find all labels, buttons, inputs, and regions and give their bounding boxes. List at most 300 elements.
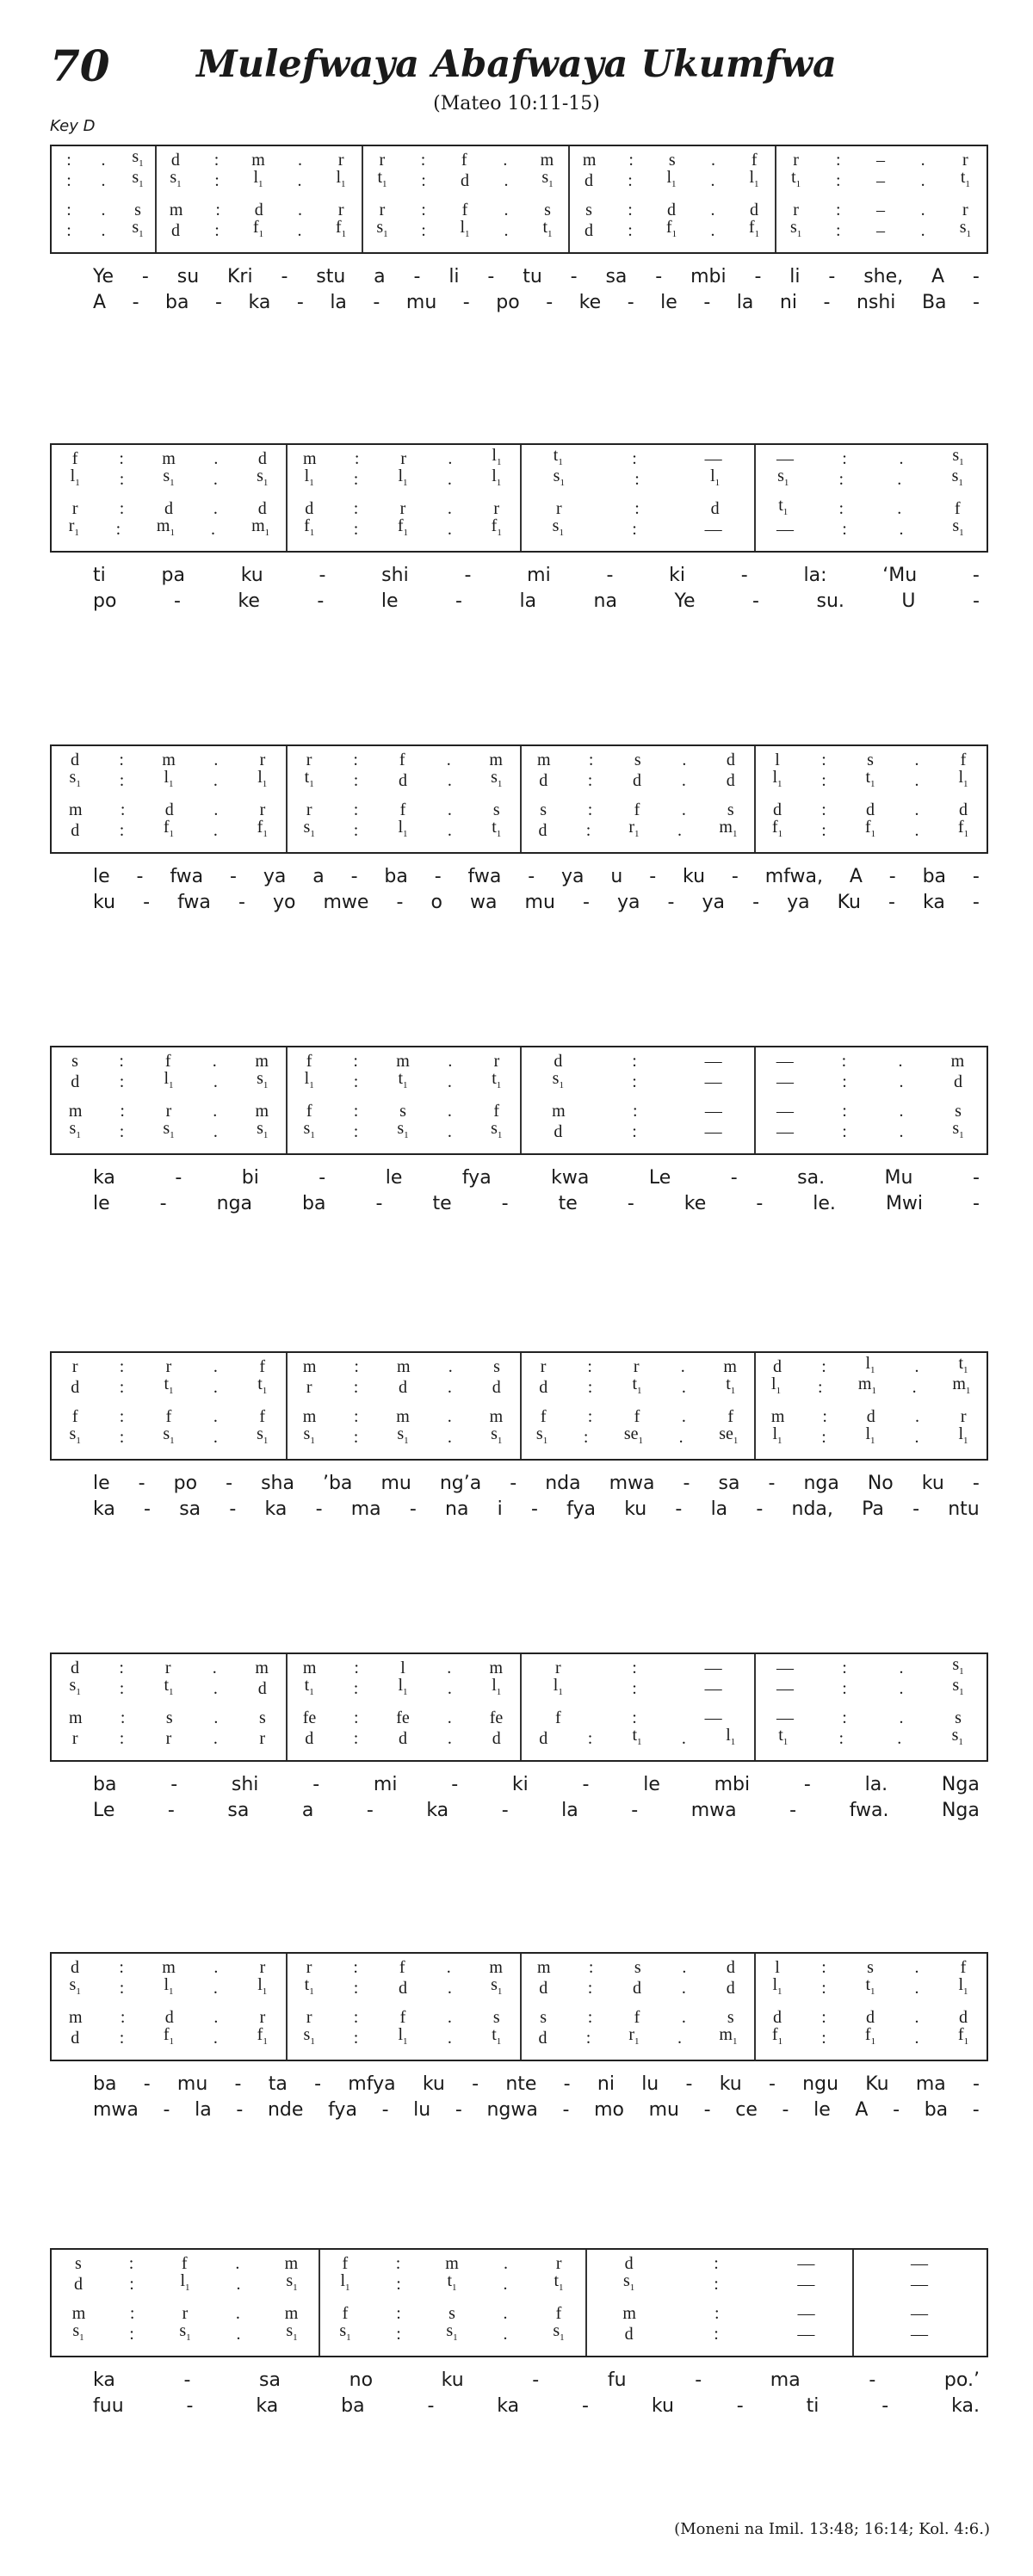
measure-notes: $l_1$ : —: [553, 1676, 722, 1698]
lyric-syllable: mi: [373, 1774, 398, 1795]
lyric-syllable: mi: [527, 565, 551, 586]
lyric-syllable: Le: [648, 1167, 671, 1189]
soprano-line: [52, 1655, 987, 1678]
lyric-syllable: -: [143, 2073, 151, 2095]
lyric-syllable: mu: [176, 2073, 208, 2095]
bass-line: [52, 1121, 987, 1142]
music-system: [50, 744, 988, 854]
lyric-syllable: sa: [179, 1498, 201, 1520]
measure-notes: d : $t_1$ . $l_1$: [539, 1726, 736, 1748]
music-system: [50, 1046, 988, 1155]
measure-notes: $t_1$ : —: [553, 446, 722, 468]
lyric-syllable: mwa: [609, 1473, 655, 1494]
lyric-syllable: la: [195, 2099, 212, 2121]
soprano-line: [52, 750, 987, 770]
lyric-syllable: stu: [316, 266, 346, 287]
lyric-syllable: mwe: [323, 892, 369, 913]
lyrics-verse-2: [50, 291, 988, 315]
measure-notes: — : . s: [776, 1708, 962, 1727]
lyric-syllable: ba: [384, 866, 408, 887]
lyric-syllable: sa: [718, 1473, 740, 1494]
lyric-syllable: -: [238, 892, 245, 913]
alto-line: [52, 770, 987, 791]
lyric-syllable: ya: [702, 892, 726, 913]
lyrics-verse-2: [50, 1799, 988, 1823]
measure-notes: m : d . r: [169, 201, 344, 219]
lyric-syllable: u: [610, 866, 623, 887]
music-system: [50, 1952, 988, 2061]
lyric-syllable: -: [366, 1800, 374, 1821]
lyric-syllable: te: [432, 1193, 452, 1214]
lyric-syllable: -: [472, 2073, 479, 2095]
lyric-syllable: ba: [341, 2395, 365, 2417]
lyric-syllable: -: [562, 2099, 570, 2121]
lyrics-verse-1: [50, 1166, 988, 1190]
measure-notes: m : s . d: [537, 1958, 735, 1977]
lyric-syllable: -: [230, 866, 237, 887]
measure-notes: m : s . d: [537, 751, 735, 769]
lyric-syllable: A: [931, 266, 945, 287]
lyric-syllable: ku: [240, 565, 263, 586]
lyric-syllable: -: [754, 266, 762, 287]
lyric-syllable: yo: [272, 892, 296, 913]
lyric-syllable: ya: [561, 866, 585, 887]
alto-line: [52, 170, 987, 191]
lyrics-verse-2: [50, 2394, 988, 2418]
lyric-syllable: -: [144, 1498, 151, 1520]
measure-notes: s : f . s: [540, 2008, 734, 2027]
lyric-syllable: mwa: [93, 2099, 139, 2121]
measure-notes: m : s . s: [69, 1708, 266, 1727]
measure-notes: $s_1$ : $s_1$ . $s_1$: [69, 1119, 269, 1141]
measure-notes: $f_1$ : $f_1$ . $f_1$: [304, 516, 502, 539]
measure-notes: d : —: [624, 2325, 815, 2344]
lyrics-verse-1: [50, 1773, 988, 1797]
alto-line: [52, 1374, 987, 1398]
lyrics-verse-1: [50, 2369, 988, 2393]
lyric-syllable: -: [167, 1800, 175, 1821]
lyric-syllable: na: [593, 590, 617, 612]
bass-line: [52, 820, 987, 841]
lyric-syllable: fwa.: [849, 1800, 889, 1821]
lyric-syllable: nga: [803, 1473, 839, 1494]
lyric-syllable: -: [546, 292, 554, 313]
lyric-syllable: -: [731, 866, 739, 887]
measure-notes: — : . $s_1$: [776, 1655, 964, 1677]
lyric-syllable: mu: [524, 892, 555, 913]
lyric-syllable: lu: [641, 2073, 659, 2095]
measure-notes: $t_1$ : – . $t_1$: [791, 168, 970, 190]
measure-notes: r : r . r: [71, 1729, 266, 1748]
lyric-syllable: ti: [806, 2395, 820, 2417]
lyric-syllable: fya: [328, 2099, 357, 2121]
lyric-syllable: shi: [231, 1774, 259, 1795]
alto-line: [52, 2271, 987, 2295]
measure-notes: $f_1$ : $f_1$ . $f_1$: [771, 2025, 969, 2048]
lyric-syllable: fwa: [177, 892, 211, 913]
lyric-syllable: -: [510, 1473, 517, 1494]
lyric-syllable: Nga: [941, 1800, 980, 1821]
measure-notes: d : $r_1$ . $m_1$: [538, 818, 738, 840]
alto-line: [52, 1975, 987, 1998]
lyric-syllable: -: [487, 266, 495, 287]
lyric-syllable: -: [803, 1774, 811, 1795]
tenor-line: [52, 1708, 987, 1728]
lyric-syllable: -: [730, 1167, 738, 1189]
measure-notes: f : s . f: [342, 2304, 562, 2323]
lyric-syllable: la.: [864, 1774, 888, 1795]
measure-notes: d : $f_1$ . $f_1$: [71, 818, 268, 840]
lyric-syllable: -: [136, 866, 144, 887]
lyric-syllable: ka: [248, 292, 271, 313]
lyric-syllable: -: [281, 266, 288, 287]
measure-notes: d : d . d: [539, 771, 735, 790]
measure-notes: d : m . r: [71, 1958, 266, 1977]
lyric-syllable: la: [736, 292, 754, 313]
lyric-syllable: pa: [161, 565, 185, 586]
soprano-line: [52, 147, 987, 170]
lyric-syllable: ki: [511, 1774, 529, 1795]
lyrics-verse-2: [50, 891, 988, 915]
lyric-syllable: A: [93, 292, 107, 313]
soprano-line: [52, 1957, 987, 1978]
lyric-syllable: ka: [93, 1498, 115, 1520]
lyric-syllable: tu: [523, 266, 542, 287]
lyric-syllable: ba: [924, 2099, 949, 2121]
measure-notes: $s_1$ : —: [552, 516, 722, 539]
measure-notes: — : . d: [776, 1072, 962, 1091]
lyric-syllable: le: [385, 1167, 403, 1189]
measure-notes: r : —: [554, 1659, 722, 1677]
measure-notes: — : . $s_1$: [776, 516, 964, 539]
lyrics-verse-2: [50, 590, 988, 614]
lyric-syllable: mu: [648, 2099, 679, 2121]
lyric-syllable: -: [501, 1193, 509, 1214]
lyric-syllable: ku: [441, 2369, 464, 2391]
lyric-syllable: su.: [816, 590, 844, 612]
measure-notes: f : m . r: [306, 1052, 500, 1071]
music-system: [50, 1351, 988, 1461]
measure-notes: $s_1$ : $l_1$ . $t_1$: [303, 2025, 502, 2048]
lyric-syllable: -: [396, 892, 404, 913]
lyric-syllable: -: [229, 1498, 237, 1520]
lyric-syllable: la: [330, 292, 347, 313]
measure-notes: fe : fe . fe: [302, 1708, 504, 1727]
measure-notes: f : m . r: [342, 2254, 562, 2273]
lyric-syllable: Ye: [674, 590, 696, 612]
lyric-syllable: sa: [259, 2369, 281, 2391]
measure-notes: $s_1$ : $t_1$ . d: [69, 1676, 267, 1698]
lyric-syllable: mbi: [714, 1774, 751, 1795]
lyric-syllable: po.’: [943, 2369, 980, 2391]
measure-notes: d : d . d: [305, 1729, 501, 1748]
lyric-syllable: nde: [267, 2099, 304, 2121]
scripture-reference: (Mateo 10:11-15): [433, 93, 600, 114]
lyric-syllable: Mu: [884, 1167, 913, 1189]
lyric-syllable: mo: [594, 2099, 624, 2121]
lyric-syllable: -: [828, 266, 836, 287]
lyric-syllable: -: [455, 2099, 462, 2121]
measure-notes: m : l . m: [302, 1659, 504, 1677]
lyric-syllable: -: [756, 1193, 764, 1214]
lyric-syllable: li: [789, 266, 801, 287]
measure-notes: $t_1$ : d . $s_1$: [377, 168, 554, 190]
lyric-syllable: le: [380, 590, 399, 612]
measure-notes: m : —: [622, 2304, 815, 2323]
lyric-syllable: ng’a: [439, 1473, 482, 1494]
lyrics-verse-2: [50, 1192, 988, 1216]
measure-notes: f : f . f: [540, 1407, 734, 1426]
measure-notes: d : m . r: [170, 151, 344, 170]
measure-notes: d : $l_1$ . $s_1$: [71, 1069, 269, 1091]
lyric-syllable: -: [972, 2099, 980, 2121]
lyric-syllable: -: [528, 866, 535, 887]
lyric-syllable: -: [973, 590, 980, 612]
measure-notes: $s_1$ : $l_1$ . $l_1$: [69, 1975, 268, 1998]
lyric-syllable: ntu: [948, 1498, 980, 1520]
lyric-syllable: -: [881, 2395, 889, 2417]
lyric-syllable: -: [570, 266, 578, 287]
lyric-syllable: ku: [921, 1473, 944, 1494]
measure-notes: d : $f_1$ . $f_1$: [585, 218, 760, 240]
bass-line: [52, 2321, 987, 2344]
lyric-syllable: la:: [803, 565, 827, 586]
lyric-syllable: -: [627, 292, 634, 313]
lyric-syllable: li: [448, 266, 460, 287]
lyric-syllable: -: [912, 1498, 920, 1520]
lyric-syllable: Ku: [837, 892, 861, 913]
lyric-syllable: -: [186, 2395, 194, 2417]
lyric-syllable: -: [170, 1774, 178, 1795]
lyric-syllable: le.: [813, 1193, 836, 1214]
measure-notes: f : m . d: [71, 449, 267, 468]
lyric-syllable: mbi: [690, 266, 727, 287]
lyric-syllable: -: [451, 1774, 459, 1795]
measure-notes: $t_1$ : d . $s_1$: [304, 1975, 503, 1998]
lyric-syllable: -: [655, 266, 663, 287]
lyric-syllable: fya: [566, 1498, 596, 1520]
lyric-syllable: -: [582, 1774, 590, 1795]
measure-notes: d : m . r: [71, 751, 266, 769]
lyric-syllable: o: [430, 892, 442, 913]
measure-notes: m : r . $l_1$: [303, 446, 502, 468]
measure-notes: m : m . m: [302, 1407, 504, 1426]
measure-notes: $l_1$ : $t_1$ . $l_1$: [772, 1975, 968, 1998]
measure-notes: — : . $s_1$: [776, 1119, 964, 1141]
lyric-syllable: -: [530, 1498, 538, 1520]
lyric-syllable: -: [972, 1473, 980, 1494]
measure-notes: d : $l_1$ . $s_1$: [74, 2271, 298, 2294]
lyric-syllable: le: [93, 1193, 110, 1214]
lyric-syllable: ke: [684, 1193, 707, 1214]
lyric-syllable: nshi: [856, 292, 896, 313]
measure-notes: l : s . f: [775, 751, 967, 769]
lyric-syllable: -: [972, 866, 980, 887]
lyric-syllable: a: [301, 1800, 314, 1821]
measure-notes: $l_1$ : $s_1$ . $s_1$: [70, 466, 269, 489]
lyrics-verse-1: [50, 1472, 988, 1496]
lyric-syllable: ‘Mu: [882, 565, 918, 586]
alto-line: [52, 1678, 987, 1699]
lyric-syllable: ma: [350, 1498, 381, 1520]
lyric-syllable: -: [434, 866, 442, 887]
lyric-syllable: po: [93, 590, 117, 612]
lyric-syllable: le: [93, 866, 110, 887]
measure-notes: m : r . m: [68, 1102, 269, 1121]
lyric-syllable: -: [373, 292, 380, 313]
lyric-syllable: mwa: [690, 1800, 737, 1821]
lyric-syllable: ba: [165, 292, 189, 313]
alto-line: [52, 466, 987, 490]
measure-notes: d : $f_1$ . $f_1$: [171, 218, 347, 240]
lyric-syllable: mfya: [348, 2073, 396, 2095]
lyric-syllable: -: [455, 590, 462, 612]
lyric-syllable: -: [756, 1498, 764, 1520]
lyric-syllable: -: [173, 590, 181, 612]
bass-line: [52, 1728, 987, 1749]
measure-notes: $s_1$ : $s_1$ . $s_1$: [303, 1119, 503, 1141]
lyrics-verse-1: [50, 265, 988, 289]
lyric-syllable: she,: [863, 266, 904, 287]
measure-notes: $l_1$ : $t_1$ . $l_1$: [772, 768, 968, 790]
measure-notes: d : r . r: [305, 499, 500, 518]
measure-notes: $s_1$ : $l_1$ . $l_1$: [69, 768, 268, 790]
measure-notes: — : . s: [776, 1102, 962, 1121]
lyric-syllable: -: [319, 1167, 326, 1189]
lyric-syllable: -: [683, 1473, 690, 1494]
lyric-syllable: ce: [735, 2099, 758, 2121]
measure-notes: r : d . d: [71, 499, 267, 518]
tenor-line: [52, 498, 987, 519]
measure-notes: m : d . r: [69, 800, 266, 819]
soprano-line: [52, 1356, 987, 1377]
lyric-syllable: ku: [683, 866, 706, 887]
lyric-syllable: -: [972, 892, 980, 913]
lyric-syllable: -: [319, 565, 326, 586]
measure-notes: $s_1$ : . $s_1$: [777, 466, 963, 489]
measure-notes: r : r . m: [540, 1357, 737, 1376]
lyric-syllable: lu: [413, 2099, 431, 2121]
lyric-syllable: -: [973, 1193, 980, 1214]
alto-line: [52, 1069, 987, 1092]
lyric-syllable: ke: [238, 590, 260, 612]
soprano-line: [52, 1051, 987, 1072]
lyric-syllable: nda,: [791, 1498, 833, 1520]
lyric-syllable: -: [375, 1193, 383, 1214]
lyric-syllable: i: [497, 1498, 503, 1520]
measure-notes: s : f . s: [540, 800, 734, 819]
lyric-syllable: -: [582, 2395, 589, 2417]
lyric-syllable: -: [462, 292, 470, 313]
lyric-syllable: le: [93, 1473, 110, 1494]
measure-notes: d : $l_1$ . $t_1$: [773, 1354, 968, 1376]
lyric-syllable: ku: [624, 1498, 647, 1520]
tenor-line: [52, 2303, 987, 2324]
measure-notes: m : d . r: [770, 1407, 967, 1426]
lyric-syllable: ngu: [802, 2073, 839, 2095]
lyric-syllable: -: [972, 266, 980, 287]
measure-notes: — : . m: [776, 1052, 965, 1071]
lyric-syllable: ku: [651, 2395, 674, 2417]
lyric-syllable: -: [789, 1800, 797, 1821]
lyric-syllable: ta: [268, 2073, 288, 2095]
lyric-syllable: te: [558, 1193, 578, 1214]
lyric-syllable: fwa: [467, 866, 502, 887]
lyric-syllable: ku: [719, 2073, 742, 2095]
lyric-syllable: -: [752, 590, 759, 612]
footer-references: (Moneni na Imil. 13:48; 16:14; Kol. 4:6.): [674, 2520, 990, 2538]
lyric-syllable: ki: [669, 565, 686, 586]
bass-line: [52, 2025, 987, 2048]
measure-notes: r : r . f: [71, 1357, 266, 1376]
lyric-syllable: -: [752, 892, 760, 913]
lyric-syllable: po: [173, 1473, 198, 1494]
lyric-syllable: kwa: [551, 1167, 590, 1189]
lyric-syllable: sa.: [797, 1167, 826, 1189]
lyric-syllable: -: [685, 2073, 693, 2095]
lyric-syllable: -: [675, 1498, 683, 1520]
lyric-syllable: le: [813, 2099, 831, 2121]
lyric-syllable: -: [893, 2099, 900, 2121]
lyric-syllable: nte: [505, 2073, 537, 2095]
lyric-syllable: no: [349, 2369, 374, 2391]
music-system: [50, 443, 988, 553]
tenor-line: [52, 2007, 987, 2028]
measure-notes: d : —: [554, 1122, 722, 1141]
measure-notes: : . s: [66, 201, 141, 219]
measure-notes: $s_1$ : $l_1$ . $t_1$: [376, 218, 553, 240]
lyric-syllable: Nga: [941, 1774, 980, 1795]
lyric-syllable: sa: [605, 266, 628, 287]
lyric-syllable: -: [381, 2099, 389, 2121]
lyric-syllable: -: [175, 1167, 182, 1189]
lyric-syllable: ya: [616, 892, 640, 913]
lyric-syllable: -: [143, 892, 151, 913]
lyric-syllable: A: [849, 866, 863, 887]
measure-notes: $t_1$ : . $s_1$: [778, 1726, 963, 1748]
tenor-line: [52, 1406, 987, 1427]
lyric-syllable: ba: [302, 1193, 326, 1214]
lyric-syllable: ka: [93, 1167, 115, 1189]
lyric-syllable: -: [667, 892, 675, 913]
lyric-syllable: ku: [93, 892, 116, 913]
lyric-syllable: Le: [93, 1800, 115, 1821]
lyric-syllable: a: [374, 266, 386, 287]
measure-notes: d : $f_1$ . $f_1$: [71, 2025, 268, 2048]
lyric-syllable: fu: [607, 2369, 627, 2391]
measure-notes: $f_1$ : $f_1$ . $f_1$: [771, 818, 969, 840]
lyric-syllable: po: [496, 292, 520, 313]
soprano-line: [52, 2253, 987, 2274]
lyric-syllable: ya: [263, 866, 287, 887]
measure-notes: f : —: [554, 1708, 722, 1727]
lyric-syllable: ba: [93, 2073, 117, 2095]
measure-notes: $l_1$ : $l_1$ . $l_1$: [772, 1424, 968, 1447]
lyric-syllable: -: [183, 2369, 191, 2391]
lyric-syllable: -: [972, 565, 980, 586]
key-signature: Key D: [50, 117, 96, 135]
music-system: [50, 145, 988, 254]
lyric-syllable: nga: [216, 1193, 253, 1214]
lyric-syllable: -: [312, 1774, 320, 1795]
lyric-syllable: -: [563, 2073, 571, 2095]
lyric-syllable: -: [350, 866, 358, 887]
measure-notes: $l_1$ : $l_1$ . $l_1$: [304, 466, 502, 489]
lyric-syllable: fuu: [93, 2395, 124, 2417]
measure-notes: m : d . r: [69, 2008, 266, 2027]
hymn-number: 70: [50, 40, 110, 91]
measure-notes: d : d . d: [773, 2008, 968, 2027]
